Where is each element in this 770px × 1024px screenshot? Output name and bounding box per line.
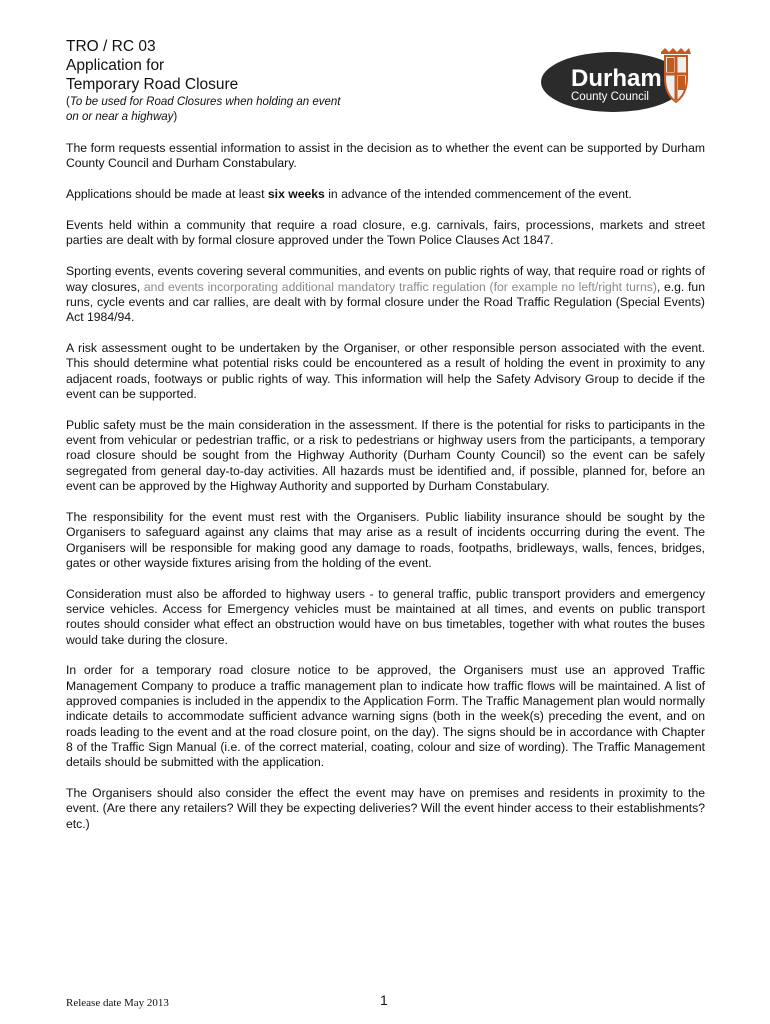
title-line-2: Application for (66, 57, 165, 74)
paragraph-responsibility: The responsibility for the event must rest with the Organisers. Public liability insurance should be sought by the Organisers to safeguard against any claims that may arise as a result of incidents occurring during the event. The Organisers will be responsible for making good any damage to roads, footpaths, bridleways, walls, fences, bridges, gates or other wayside fixtures arising from the holding of the event. (66, 509, 705, 570)
paragraph-sporting-events: Sporting events, events covering several communities, and events on public rights of way, that require road or rights of way closures, and events incorporating additional mandatory traffic regulation (for example no left/right turns), e.g. fun runs, cycle events and car rallies, are dealt with by formal closure under the Road Traffic Regulation (Special Events) Act 1984/94. (66, 264, 705, 325)
document-body (66, 141, 705, 848)
logo-name: Durham (571, 65, 662, 92)
paragraph-public-safety: Public safety must be the main consideration in the assessment. If there is the potential for risks to participants in the event from vehicular or pedestrian traffic, or a risk to pedestrians or highway users from the participants, a temporary road closure should be sought from the Highway Authority (Durham County Council) so the event can be safely segregated from general day-to-day activities. All hazards must be identified and, if possible, planned for, before an event can be approved by the Highway Authority and supported by Durham Constabulary. (66, 417, 705, 494)
logo-graphic (541, 48, 701, 116)
paragraph-community-events: Events held within a community that require a road closure, e.g. carnivals, fairs, processions, markets and street parties are dealt with by formal closure approved under the Town Police Clauses Act 1847. (66, 218, 705, 248)
paragraph-intro: The form requests essential information to assist in the decision as to whether the event can be supported by Durham County Council and Durham Constabulary. (66, 141, 705, 171)
paragraph-risk-assessment: A risk assessment ought to be undertaken by the Organiser, or other responsible person associated with the event. This should determine what potential risks could be encountered as a result of holding the event in proximity to any adjacent roads, footways or public rights of way. This information will help the Safety Advisory Group to decide if the event can be supported. (66, 341, 705, 401)
page-number: 1 (380, 992, 388, 1008)
title-line-3: Temporary Road Closure (66, 76, 239, 93)
release-date: Release date May 2013 (66, 997, 169, 1009)
document-title (66, 37, 238, 94)
paragraph-highway-users: Consideration must also be afforded to highway users - to general traffic, public transport providers and emergency service vehicles. Access for Emergency vehicles must be maintained at all times, and events on public transport routes should consider what effect an obstruction would have on bus timetables, together with what routes the buses would take during the closure. (66, 586, 705, 647)
grey-text-traffic-regulation: and events incorporating additional mandatory traffic regulation (for example no left/right turns) (143, 279, 657, 294)
subtitle-italic: To be used for Road Closures when holding an event on or near a highway (66, 96, 341, 123)
emphasis-six-weeks: six weeks (267, 187, 325, 202)
paragraph-premises-residents: The Organisers should also consider the effect the event may have on premises and residents in proximity to the event. (Are there any retailers? Will they be expecting deliveries? Will the event hinder access to their establishments? etc.) (66, 786, 705, 831)
paragraph-deadline: Applications should be made at least six weeks in advance of the intended commencement of the event. (66, 187, 632, 202)
title-line-1: TRO / RC 03 (66, 38, 156, 55)
durham-county-council-logo (541, 48, 701, 116)
logo-sub: County Council (571, 91, 649, 103)
paragraph-traffic-management: In order for a temporary road closure notice to be approved, the Organisers must use an approved Traffic Management Company to produce a traffic management plan to indicate how traffic flows will be maintained. A list of approved companies is included in the appendix to the Application Form. The Traffic Management plan would normally indicate details to accommodate sufficient advance warning signs (both in the week(s) preceding the event, and on roads leading to the event and at the road closure point, on the day). The signs should be in accordance with Chapter 8 of the Traffic Sign Manual (i.e. of the correct material, coating, colour and size of wording). The Traffic Management details should be submitted with the application. (66, 663, 705, 770)
document-subtitle: (To be used for Road Closures when holding an event on or near a highway) (66, 96, 341, 123)
